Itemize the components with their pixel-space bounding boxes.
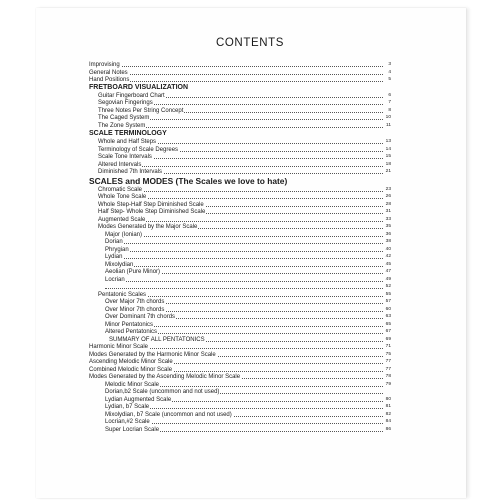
toc-entry bbox=[89, 344, 391, 351]
toc-page-number: 71 bbox=[383, 344, 391, 351]
toc-page-number: 80 bbox=[383, 397, 391, 404]
toc-entry bbox=[105, 412, 391, 419]
toc-entry-title: Locrian bbox=[105, 276, 125, 283]
toc-section-heading: FRETBOARD VISUALIZATION bbox=[89, 84, 189, 91]
toc-entry bbox=[105, 239, 391, 246]
toc-page-number: 45 bbox=[383, 262, 391, 269]
toc-entry-title: Dorian bbox=[105, 239, 123, 245]
dot-leader bbox=[105, 243, 383, 244]
dot-leader bbox=[105, 288, 383, 289]
toc-entry bbox=[98, 169, 391, 176]
toc-page-number: 77 bbox=[383, 359, 391, 366]
toc-page-number: 75 bbox=[383, 352, 391, 359]
toc-entry-title: Improvising bbox=[89, 62, 120, 68]
toc-entry-title: Aeolian (Pure Minor) bbox=[105, 269, 161, 275]
toc-page-number: 8 bbox=[383, 108, 391, 115]
toc-page-number: 23 bbox=[383, 187, 391, 194]
toc-entry bbox=[105, 314, 391, 321]
toc-page-number: 67 bbox=[383, 329, 391, 336]
toc-entry bbox=[105, 277, 391, 284]
toc-entry bbox=[98, 187, 391, 194]
toc-entry-title: Super Locrian Scale bbox=[105, 426, 160, 433]
toc-page-number: 10 bbox=[383, 115, 391, 122]
dot-leader bbox=[105, 258, 383, 259]
toc-page-number: 49 bbox=[383, 277, 391, 284]
toc-entry bbox=[105, 284, 391, 291]
toc-entry-title: Lydian Augmented Scale bbox=[105, 396, 172, 403]
toc-entry-title: Harmonic Minor Scale bbox=[89, 344, 149, 350]
toc-entry-title: Altered Intervals bbox=[98, 161, 142, 168]
toc-entry-title: Major (Ionian) bbox=[105, 231, 143, 238]
toc-entry bbox=[98, 115, 391, 122]
toc-page-number: 15 bbox=[383, 154, 391, 161]
toc-entry bbox=[105, 299, 391, 306]
toc-page-number: 3 bbox=[383, 62, 391, 69]
toc-entry bbox=[105, 262, 391, 269]
toc-entry-title: Lydian, b7 Scale bbox=[105, 404, 150, 410]
toc-page-number: 79 bbox=[383, 382, 391, 389]
toc-entry bbox=[98, 93, 391, 100]
toc-entry-title: Pentatonic Scales bbox=[98, 291, 147, 298]
toc-entry bbox=[98, 202, 391, 209]
toc-entry bbox=[105, 232, 391, 239]
toc-page-number: 55 bbox=[383, 292, 391, 299]
toc-entry-title: Whole and Half Steps bbox=[98, 139, 157, 145]
toc-entry-title: Melodic Minor Scale bbox=[105, 381, 160, 388]
toc-entry bbox=[98, 162, 391, 169]
toc-entry-title: Mixolydian bbox=[105, 261, 134, 268]
toc-entry bbox=[98, 139, 391, 146]
toc-entry-title: Guitar Fingerboard Chart bbox=[98, 92, 165, 99]
toc-entry bbox=[105, 389, 391, 396]
toc-entry bbox=[89, 367, 391, 374]
dot-leader bbox=[89, 66, 383, 67]
toc-entry-title: The Caged System bbox=[98, 115, 150, 121]
dot-leader bbox=[105, 281, 383, 282]
toc-entry bbox=[98, 100, 391, 107]
toc-entry-title: Three Notes Per String Concept bbox=[98, 107, 184, 114]
toc-entry-title: Terminology of Scale Degrees bbox=[98, 146, 179, 153]
page-title: CONTENTS bbox=[215, 37, 285, 49]
toc-entry bbox=[98, 147, 391, 154]
toc-entry-title: Phrygian bbox=[105, 246, 129, 253]
toc-entry bbox=[105, 427, 391, 434]
toc-page-number: 38 bbox=[383, 239, 391, 246]
toc-page-number: 11 bbox=[383, 123, 391, 130]
toc-entry-title: Scale Tone Intervals bbox=[98, 154, 152, 160]
toc-page-number: 47 bbox=[383, 269, 391, 276]
dot-leader bbox=[105, 251, 383, 252]
toc-entry bbox=[98, 209, 391, 216]
toc-entry bbox=[109, 337, 391, 344]
toc-entry bbox=[89, 70, 391, 77]
toc-entry-title: Altered Pentatonics bbox=[105, 329, 158, 335]
toc-entry-title: SUMMARY OF ALL PENTATONICS bbox=[109, 336, 205, 343]
toc-page-number: 52 bbox=[383, 284, 391, 291]
toc-page-number: 14 bbox=[383, 147, 391, 154]
toc-entry bbox=[89, 352, 391, 359]
dot-leader bbox=[105, 266, 383, 267]
toc-entry bbox=[89, 374, 391, 381]
toc-page-number: 21 bbox=[383, 169, 391, 176]
toc-entry-title: Modes Generated by the Harmonic Minor Scale bbox=[89, 351, 216, 358]
toc-entry bbox=[105, 269, 391, 276]
toc-page-number: 26 bbox=[383, 194, 391, 201]
toc-entry bbox=[105, 397, 391, 404]
toc-page-number: 5 bbox=[383, 77, 391, 84]
toc-entry bbox=[105, 329, 391, 336]
toc-entry bbox=[98, 292, 391, 299]
toc-page-number: 40 bbox=[383, 247, 391, 254]
toc-page-number: 18 bbox=[383, 162, 391, 169]
toc-entry bbox=[105, 404, 391, 411]
toc-page-number: 42 bbox=[383, 254, 391, 261]
toc-entry bbox=[105, 382, 391, 389]
toc-entry-title: Segovian Fingerings bbox=[98, 100, 153, 106]
toc-entry-title: Hand Positions bbox=[89, 77, 130, 83]
toc-entry bbox=[89, 359, 391, 366]
toc-entry bbox=[98, 123, 391, 130]
toc-entry-title: Over Major 7th chords bbox=[105, 299, 165, 305]
toc-page-number: 63 bbox=[383, 314, 391, 321]
toc-entry bbox=[105, 322, 391, 329]
toc-entry-title: Over Dominant 7th chords bbox=[105, 314, 176, 320]
toc-entry bbox=[98, 108, 391, 115]
dot-leader bbox=[105, 236, 383, 237]
toc-page-number: 35 bbox=[383, 224, 391, 231]
toc-entry bbox=[98, 217, 391, 224]
toc-page-number: 6 bbox=[383, 93, 391, 100]
toc-page-number: 4 bbox=[383, 70, 391, 77]
toc-entry bbox=[98, 194, 391, 201]
toc-section-heading: SCALE TERMINOLOGY bbox=[89, 130, 167, 137]
toc-entry bbox=[89, 77, 391, 84]
toc-entry bbox=[89, 62, 391, 69]
toc-entry bbox=[105, 307, 391, 314]
toc-entry-title: Combined Melodic Minor Scale bbox=[89, 366, 173, 373]
toc-entry-title: Dorian,b2 Scale (uncommon and not used) bbox=[105, 389, 220, 395]
toc-page-number: 82 bbox=[383, 412, 391, 419]
toc-page-number: 28 bbox=[383, 202, 391, 209]
toc-entry-title: General Notes bbox=[89, 69, 128, 76]
toc-entry bbox=[105, 247, 391, 254]
toc-entry bbox=[105, 419, 391, 426]
toc-page-number: 57 bbox=[383, 299, 391, 306]
toc-page-number: 13 bbox=[383, 139, 391, 146]
toc-entry-title: Lydian bbox=[105, 254, 123, 260]
toc-entry-title: Modes Generated by the Ascending Melodic Minor Scale bbox=[89, 374, 241, 380]
toc-entry-title: Whole Tone Scale bbox=[98, 194, 147, 200]
toc-page-number: 33 bbox=[383, 217, 391, 224]
toc-page-number: 31 bbox=[383, 209, 391, 216]
toc-entry-title: Half Step- Whole Step Diminished Scale bbox=[98, 209, 206, 215]
toc-page-number: 65 bbox=[383, 322, 391, 329]
toc-entry-title: The Zone System bbox=[98, 122, 146, 129]
toc-entry-title: Minor Pentatonics bbox=[105, 321, 154, 328]
toc-page-number: 7 bbox=[383, 100, 391, 107]
toc-entry-title: Augmented Scale bbox=[98, 216, 146, 223]
toc-page-number: 81 bbox=[383, 404, 391, 411]
toc-page-number: 86 bbox=[383, 427, 391, 434]
toc-entry-title: Diminished 7th Intervals bbox=[98, 169, 163, 175]
toc-entry-title: Whole Step-Half Step Diminished Scale bbox=[98, 201, 204, 208]
toc-page-number: 69 bbox=[383, 337, 391, 344]
dot-leader bbox=[89, 81, 383, 82]
toc-entry-title: Over Minor 7th chords bbox=[105, 306, 165, 313]
toc-page-number: 84 bbox=[383, 419, 391, 426]
toc-entry bbox=[98, 224, 391, 231]
toc-page-number: 36 bbox=[383, 232, 391, 239]
toc-page-number: 78 bbox=[383, 374, 391, 381]
toc-page-number: 60 bbox=[383, 307, 391, 314]
dot-leader bbox=[89, 74, 383, 75]
toc-section-heading: SCALES and MODES (The Scales we love to hate) bbox=[89, 176, 288, 186]
toc-entry-title: Modes Generated by the Major Scale bbox=[98, 224, 198, 230]
toc-entry-title: Mixolydian, b7 Scale (uncommon and not used) bbox=[105, 411, 232, 418]
toc-entry-title: Ascending Melodic Minor Scale bbox=[89, 359, 173, 365]
toc-page-number: 77 bbox=[383, 367, 391, 374]
toc-entry-title: Chromatic Scale bbox=[98, 186, 143, 193]
toc-entry bbox=[98, 154, 391, 161]
toc-entry bbox=[105, 254, 391, 261]
toc-entry-title: Locrian,#2 Scale bbox=[105, 419, 150, 425]
